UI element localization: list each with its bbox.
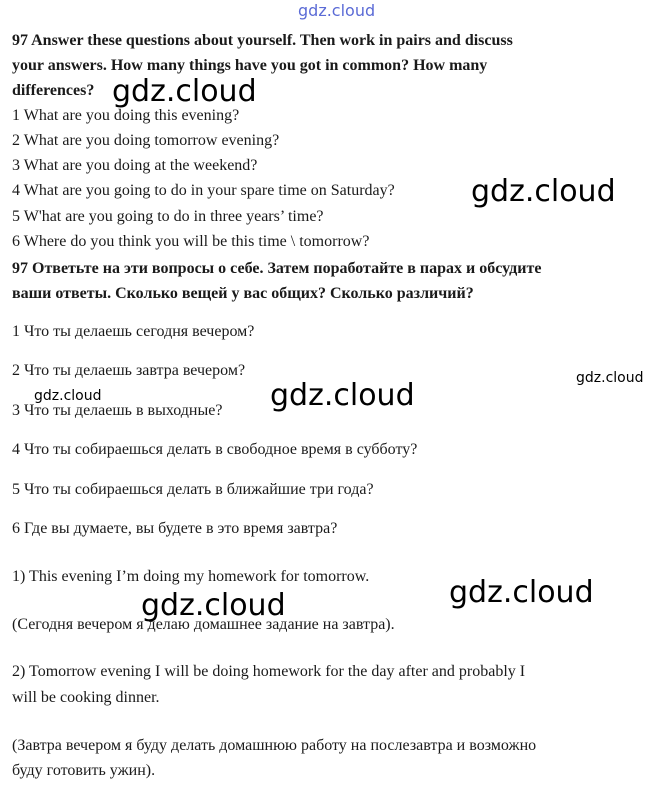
heading-ru-line: ваши ответы. Сколько вещей у вас общих? Сколько различий? [12, 285, 474, 302]
question-en: 6 Where do you think you will be this time \ tomorrow? [12, 233, 370, 250]
question-en: 1 What are you doing this evening? [12, 107, 240, 124]
watermark: gdz.cloud [471, 174, 616, 209]
question-ru: 4 Что ты собираешься делать в свободное время в субботу? [12, 441, 418, 458]
answer-line: (Сегодня вечером я делаю домашнее задание на завтра). [12, 616, 395, 633]
question-en: 4 What are you going to do in your spare time on Saturday? [12, 182, 395, 199]
watermark: gdz.cloud [576, 370, 644, 386]
watermark: gdz.cloud [112, 74, 257, 109]
answer-line: (Завтра вечером я буду делать домашнюю работу на послезавтра и возможно [12, 737, 537, 754]
answer-line: 2) Tomorrow evening I will be doing homework for the day after and probably I [12, 663, 526, 680]
watermark-top: gdz.cloud [298, 1, 376, 20]
question-ru: 6 Где вы думаете, вы будете в это время завтра? [12, 520, 338, 537]
question-ru: 5 Что ты собираешься делать в ближайшие три года? [12, 481, 374, 498]
heading-en-line: differences? [12, 82, 95, 99]
watermark: gdz.cloud [141, 588, 286, 623]
heading-ru-line: 97 Ответьте на эти вопросы о себе. Затем поработайте в парах и обсудите [12, 260, 542, 277]
answer-line: буду готовить ужин). [12, 762, 156, 779]
question-en: 2 What are you doing tomorrow evening? [12, 132, 280, 149]
watermark: gdz.cloud [449, 575, 594, 610]
question-en: 5 W'hat are you going to do in three years’ time? [12, 208, 324, 225]
watermark: gdz.cloud [34, 388, 102, 404]
answer-line: will be cooking dinner. [12, 689, 160, 706]
watermark: gdz.cloud [270, 378, 415, 413]
heading-en-line: 97 Answer these questions about yourself. Then work in pairs and discuss [12, 32, 513, 49]
question-ru: 3 Что ты делаешь в выходные? [12, 402, 223, 419]
answer-line: 1) This evening I’m doing my homework for tomorrow. [12, 568, 370, 585]
question-ru: 2 Что ты делаешь завтра вечером? [12, 362, 246, 379]
question-ru: 1 Что ты делаешь сегодня вечером? [12, 323, 255, 340]
heading-en-line: your answers. How many things have you got in common? How many [12, 57, 488, 74]
question-en: 3 What are you doing at the weekend? [12, 157, 258, 174]
